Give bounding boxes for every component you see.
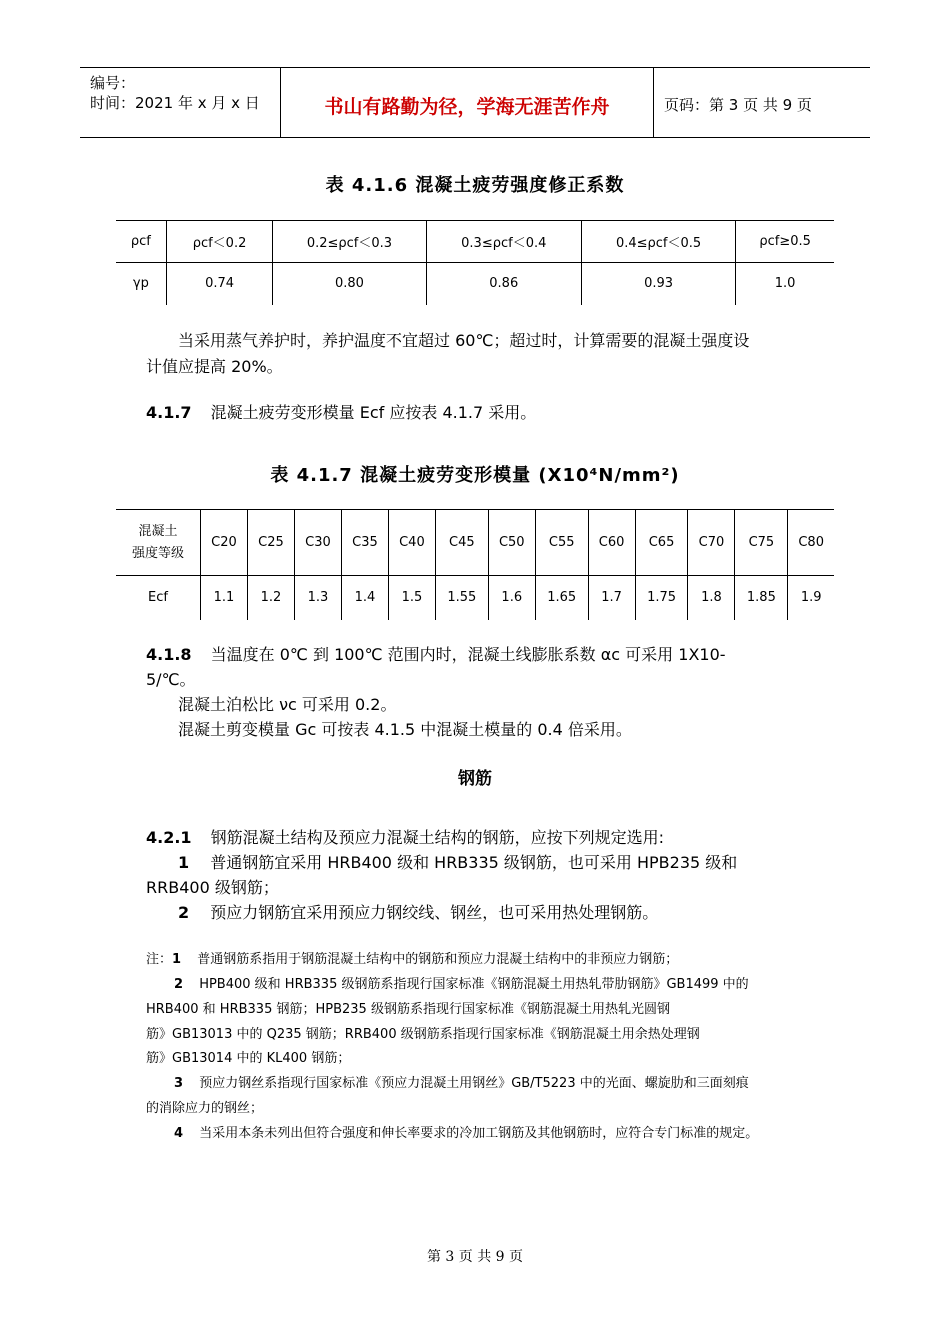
table-cell: γp (116, 263, 166, 305)
grade-label-1: 混凝土 (138, 523, 178, 539)
page-header (80, 67, 870, 138)
table-cell: 1.55 (435, 576, 488, 620)
note-2 (174, 973, 749, 997)
table-cell: C20 (201, 510, 248, 576)
clause-4-1-8-cont: 5/℃。 (146, 670, 196, 689)
table-header-cell (116, 510, 201, 576)
table-cell: 1.75 (635, 576, 688, 620)
table-cell: 1.4 (341, 576, 388, 620)
table-4-1-6-title: 表 4.1.6 混凝土疲劳强度修正系数 (325, 175, 625, 196)
section-title-rebar: 钢筋 (458, 769, 492, 789)
table-cell: C55 (535, 510, 588, 576)
table-cell: C30 (294, 510, 341, 576)
table-cell: C60 (588, 510, 635, 576)
table-4-1-7-title: 表 4.1.7 混凝土疲劳变形模量 (X10⁴N/mm²) (270, 465, 680, 486)
note-number: 3 (174, 1076, 184, 1091)
table-row (116, 510, 834, 576)
table-cell: 0.2≤ρcf＜0.3 (273, 221, 426, 263)
table-cell: 0.80 (273, 263, 426, 305)
clause-number: 4.1.7 (146, 403, 192, 422)
table-4-1-6 (116, 220, 834, 305)
note-1 (146, 948, 678, 972)
note-2-line-3: 筋》GB13013 中的 Q235 钢筋；RRB400 级钢筋系指现行国家标准《钢筋混凝土用余热处理钢 (146, 1027, 700, 1042)
table-cell: ρcf (116, 221, 166, 263)
note-text: 当采用本条未列出但符合强度和伸长率要求的冷加工钢筋及其他钢筋时，应符合专门标准的规定。 (199, 1126, 759, 1141)
table-cell: 1.8 (688, 576, 735, 620)
note-2-line-4: 筋》GB13014 中的 KL400 钢筋； (146, 1051, 351, 1066)
note-text: 普通钢筋系指用于钢筋混凝土结构中的钢筋和预应力混凝土结构中的非预应力钢筋； (197, 952, 679, 967)
table-cell: 1.3 (294, 576, 341, 620)
table-cell: ρcf≥0.5 (736, 221, 834, 263)
note-2-line-2: HRB400 和 HRB335 钢筋；HPB235 级钢筋系指现行国家标准《钢筋混凝土用热轧光圆钢 (146, 1002, 670, 1017)
note-number: 2 (174, 977, 184, 992)
table-cell: 0.74 (166, 263, 272, 305)
table-row (116, 576, 834, 620)
item-text: 预应力钢筋宜采用预应力钢绞线、钢丝，也可采用热处理钢筋。 (210, 903, 659, 922)
clause-4-2-1-item-1 (178, 850, 737, 876)
clause-text: 钢筋混凝土结构及预应力混凝土结构的钢筋，应按下列规定选用: (210, 828, 665, 847)
clause-text: 当温度在 0℃ 到 100℃ 范围内时，混凝土线膨胀系数 αc 可采用 1X10- (210, 645, 726, 664)
table-cell: 1.7 (588, 576, 635, 620)
table-cell: 0.4≤ρcf＜0.5 (581, 221, 735, 263)
note-number: 4 (174, 1126, 184, 1141)
table-cell: C25 (247, 510, 294, 576)
table-4-1-7 (116, 509, 834, 620)
clause-4-2-1 (146, 825, 664, 851)
document-date: 时间：2021 年 x 月 x 日 (90, 94, 260, 112)
clause-number: 4.2.1 (146, 828, 192, 847)
table-cell: C45 (435, 510, 488, 576)
table-cell: C50 (488, 510, 535, 576)
table-cell: 0.3≤ρcf＜0.4 (426, 221, 581, 263)
table-cell: 1.9 (788, 576, 834, 620)
clause-4-1-7 (146, 400, 536, 426)
note-text: HPB400 级和 HRB335 级钢筋系指现行国家标准《钢筋混凝土用热轧带肋钢筋》GB1499 中的 (199, 977, 749, 992)
item-text: 普通钢筋宜采用 HRB400 级和 HRB335 级钢筋，也可采用 HPB235 级和 (210, 853, 738, 872)
table-row (116, 263, 834, 305)
table-cell: ρcf＜0.2 (166, 221, 272, 263)
item-number: 2 (178, 903, 190, 922)
table-row (116, 221, 834, 263)
grade-label-2: 强度等级 (131, 545, 184, 561)
table-cell: 0.86 (426, 263, 581, 305)
table-cell: 1.5 (388, 576, 435, 620)
table-cell: C65 (635, 510, 688, 576)
table-cell: 1.2 (247, 576, 294, 620)
note-text: 预应力钢丝系指现行国家标准《预应力混凝土用钢丝》GB/T5223 中的光面、螺旋肋和三面刻痕 (199, 1076, 749, 1091)
note-4 (174, 1122, 758, 1146)
table-cell: C75 (735, 510, 788, 576)
table-cell: 1.6 (488, 576, 535, 620)
header-page-number: 页码：第 3 页 共 9 页 (664, 96, 812, 114)
clause-4-1-8 (146, 642, 726, 668)
header-motto: 书山有路勤为径，学海无涯苦作舟 (324, 96, 610, 118)
item-number: 1 (178, 853, 190, 872)
paragraph-steam-curing-l1: 当采用蒸气养护时，养护温度不宜超过 60℃；超过时，计算需要的混凝土强度设 (178, 331, 750, 350)
paragraph-steam-curing-l2: 计值应提高 20%。 (146, 357, 283, 376)
table-cell: 1.0 (736, 263, 834, 305)
header-motto-cell (281, 68, 654, 137)
table-cell: 1.65 (535, 576, 588, 620)
table-cell: 1.85 (735, 576, 788, 620)
table-cell: C80 (788, 510, 834, 576)
table-cell: C70 (688, 510, 735, 576)
note-number: 1 (172, 952, 182, 967)
header-meta-cell (80, 68, 281, 137)
page-footer: 第 3 页 共 9 页 (426, 1249, 524, 1265)
clause-4-2-1-item-1-cont: RRB400 级钢筋； (146, 878, 279, 897)
header-page-cell (654, 68, 870, 137)
table-cell: C40 (388, 510, 435, 576)
clause-text: 混凝土疲劳变形模量 Ecf 应按表 4.1.7 采用。 (210, 403, 537, 422)
note-3 (174, 1072, 749, 1096)
clause-number: 4.1.8 (146, 645, 192, 664)
table-cell: 1.1 (201, 576, 248, 620)
table-cell: Ecf (116, 576, 201, 620)
table-cell: 0.93 (581, 263, 735, 305)
clause-4-2-1-item-2 (178, 900, 658, 926)
table-cell: C35 (341, 510, 388, 576)
note-3-line-2: 的消除应力的钢丝； (146, 1101, 264, 1116)
note-prefix: 注： (146, 952, 173, 967)
document-number: 编号： (90, 74, 136, 92)
shear-modulus-text: 混凝土剪变模量 Gc 可按表 4.1.5 中混凝土模量的 0.4 倍采用。 (178, 720, 632, 739)
poisson-ratio-text: 混凝土泊松比 νc 可采用 0.2。 (178, 695, 397, 714)
